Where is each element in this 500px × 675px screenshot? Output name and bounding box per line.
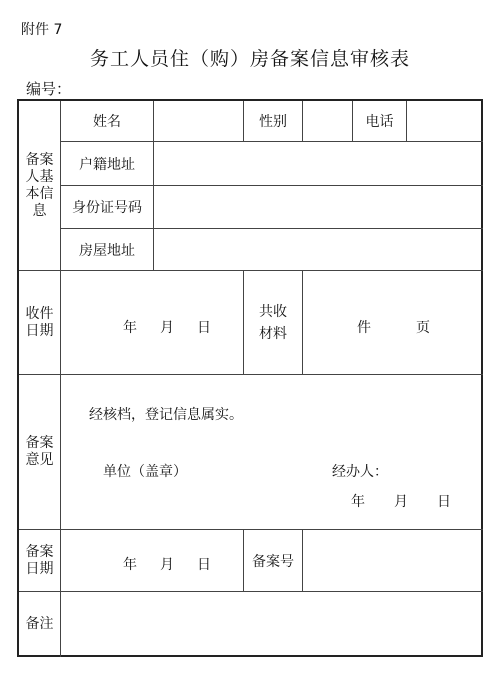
column-divider xyxy=(302,270,303,375)
basic-info-section-text: 备案人基本信息 xyxy=(25,151,54,219)
opinion-day-label: 日 xyxy=(437,494,451,510)
review-form-table xyxy=(17,99,483,657)
receipt-month-label: 月 xyxy=(160,320,174,336)
receipt-day-label: 日 xyxy=(197,320,211,336)
serial-number-label: 编号： xyxy=(26,80,72,98)
household-address-value-cell[interactable] xyxy=(154,142,483,185)
opinion-section-label xyxy=(19,375,60,529)
remarks-section-text: 备注 xyxy=(25,616,54,632)
materials-label-text: 共收材料 xyxy=(259,303,287,342)
filing-month-label: 月 xyxy=(160,557,174,573)
remarks-section-label xyxy=(19,592,60,657)
opinion-month-label: 月 xyxy=(394,494,408,510)
handler-label: 经办人： xyxy=(332,464,388,480)
remarks-value-cell[interactable] xyxy=(61,592,483,657)
opinion-year-label: 年 xyxy=(351,494,365,510)
opinion-statement: 经核档，登记信息属实。 xyxy=(89,407,243,423)
pieces-label: 件 xyxy=(357,320,371,336)
unit-seal-label: 单位（盖章） xyxy=(103,464,187,480)
phone-value-cell[interactable] xyxy=(407,101,483,141)
row-divider xyxy=(19,374,483,375)
gender-label: 性别 xyxy=(259,114,287,130)
gender-value-cell[interactable] xyxy=(303,101,352,141)
filing-date-section-text: 备案日期 xyxy=(25,543,54,577)
house-address-label: 房屋地址 xyxy=(79,242,135,259)
filing-day-label: 日 xyxy=(197,557,211,573)
name-value-cell[interactable] xyxy=(154,101,243,141)
materials-label xyxy=(244,271,302,374)
filing-number-label: 备案号 xyxy=(252,553,294,570)
id-number-label: 身份证号码 xyxy=(72,200,142,216)
basic-info-section-label xyxy=(19,101,60,270)
filing-number-value-cell[interactable] xyxy=(303,530,483,591)
receipt-date-section-label xyxy=(19,271,60,374)
opinion-section-text: 备案意见 xyxy=(25,435,54,468)
attachment-label: 附件 7 xyxy=(21,22,63,38)
pages-label: 页 xyxy=(416,320,430,336)
name-label: 姓名 xyxy=(93,114,121,130)
phone-label: 电话 xyxy=(365,114,394,130)
receipt-year-label: 年 xyxy=(123,320,137,336)
filing-date-section-label xyxy=(19,530,60,591)
filing-year-label: 年 xyxy=(123,557,137,573)
household-address-label: 户籍地址 xyxy=(79,156,135,173)
receipt-date-section-text: 收件日期 xyxy=(25,305,54,339)
id-number-value-cell[interactable] xyxy=(154,186,483,228)
house-address-value-cell[interactable] xyxy=(154,229,483,270)
form-title: 务工人员住（购）房备案信息审核表 xyxy=(89,48,410,70)
